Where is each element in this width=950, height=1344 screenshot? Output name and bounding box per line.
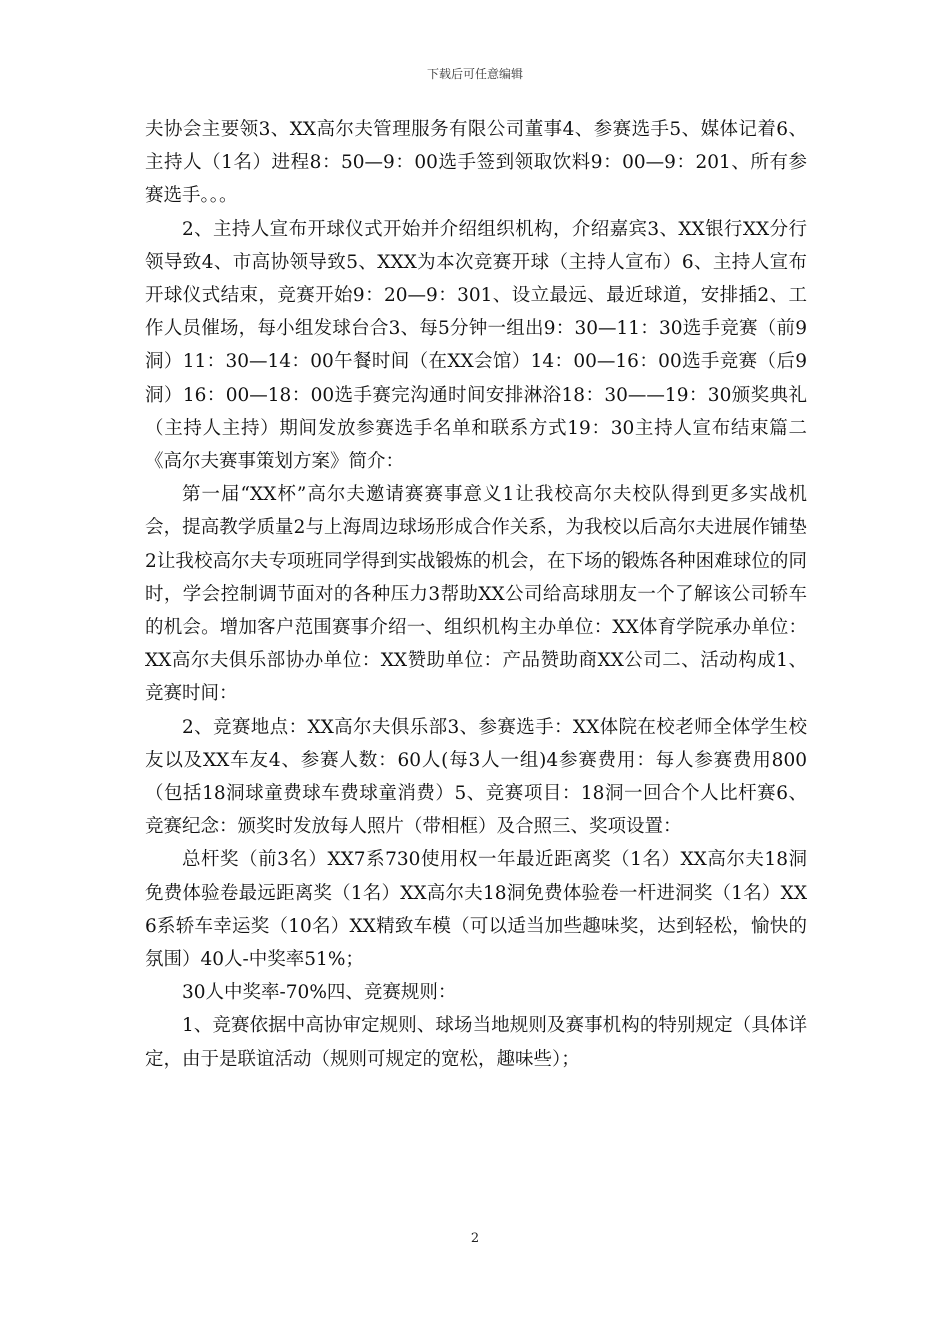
document-body <box>145 113 807 1076</box>
paragraph-6: 30人中奖率-70%四、竞赛规则： <box>182 982 457 1004</box>
paragraph-1: 夫协会主要领3、XX高尔夫管理服务有限公司董事4、参赛选手5、媒体记着6、主持人（1名）进程8：50—9：00选手签到领取饮料9：00—9：201、所有参赛选手。。。 <box>145 119 807 207</box>
page-header: 下载后可任意编辑 <box>426 67 523 81</box>
page-number: 2 <box>470 1231 480 1246</box>
paragraph-3: 第一届“XX杯”高尔夫邀请赛赛事意义1让我校高尔夫校队得到更多实战机会，提高教学质量2与上海周边球场形成合作关系，为我校以后高尔夫进展作铺垫2让我校高尔夫专项班同学得到实战锻炼的机会，在下场的锻炼各种困难球位的同时，学会控制调节面对的各种压力3帮助XX公司给高球朋友一个了解该公司轿车的机会。增加客户范围赛事介绍一、组织机构主办单位：XX体育学院承办单位：XX高尔夫俱乐部协办单位：XX赞助单位：产品赞助商XX公司二、活动构成1、竞赛时间： <box>145 484 807 705</box>
paragraph-7: 1、竞赛依据中高协审定规则、球场当地规则及赛事机构的特别规定（具体详定，由于是联谊活动（规则可规定的宽松，趣味些）； <box>145 1015 807 1070</box>
paragraph-5: 总杆奖（前3名）XX7系730使用权一年最近距离奖（1名）XX高尔夫18洞免费体验卷最远距离奖（1名）XX高尔夫18洞免费体验卷一杆进洞奖（1名）XX6系轿车幸运奖（10名）XX精致车模（可以适当加些趣味奖，达到轻松，愉快的氛围）40人-中奖率51%； <box>145 849 807 971</box>
paragraph-4: 2、竞赛地点：XX高尔夫俱乐部3、参赛选手：XX体院在校老师全体学生校友以及XX车友4、参赛人数：60人(每3人一组)4参赛费用：每人参赛费用800（包括18洞球童费球车费球童消费）5、竞赛项目：18洞一回合个人比杆赛6、竞赛纪念：颁奖时发放每人照片（带相框）及合照三、奖项设置： <box>145 716 807 838</box>
paragraph-2: 2、主持人宣布开球仪式开始并介绍组织机构，介绍嘉宾3、XX银行XX分行领导致4、市高协领导致5、XXX为本次竞赛开球（主持人宣布）6、主持人宣布开球仪式结束，竞赛开始9：20—9：301、设立最远、最近球道，安排插2、工作人员催场，每小组发球台合3、每5分钟一组出9：30—11：30选手竞赛（前9洞）11：30—14：00午餐时间（在XX会馆）14：00—16：00选手竞赛（后9洞）16：00—18：00选手赛完沟通时间安排淋浴18：30——19：30颁奖典礼（主持人主持）期间发放参赛选手名单和联系方式19：30主持人宣布结束篇二《高尔夫赛事策划方案》简介： <box>145 218 807 473</box>
